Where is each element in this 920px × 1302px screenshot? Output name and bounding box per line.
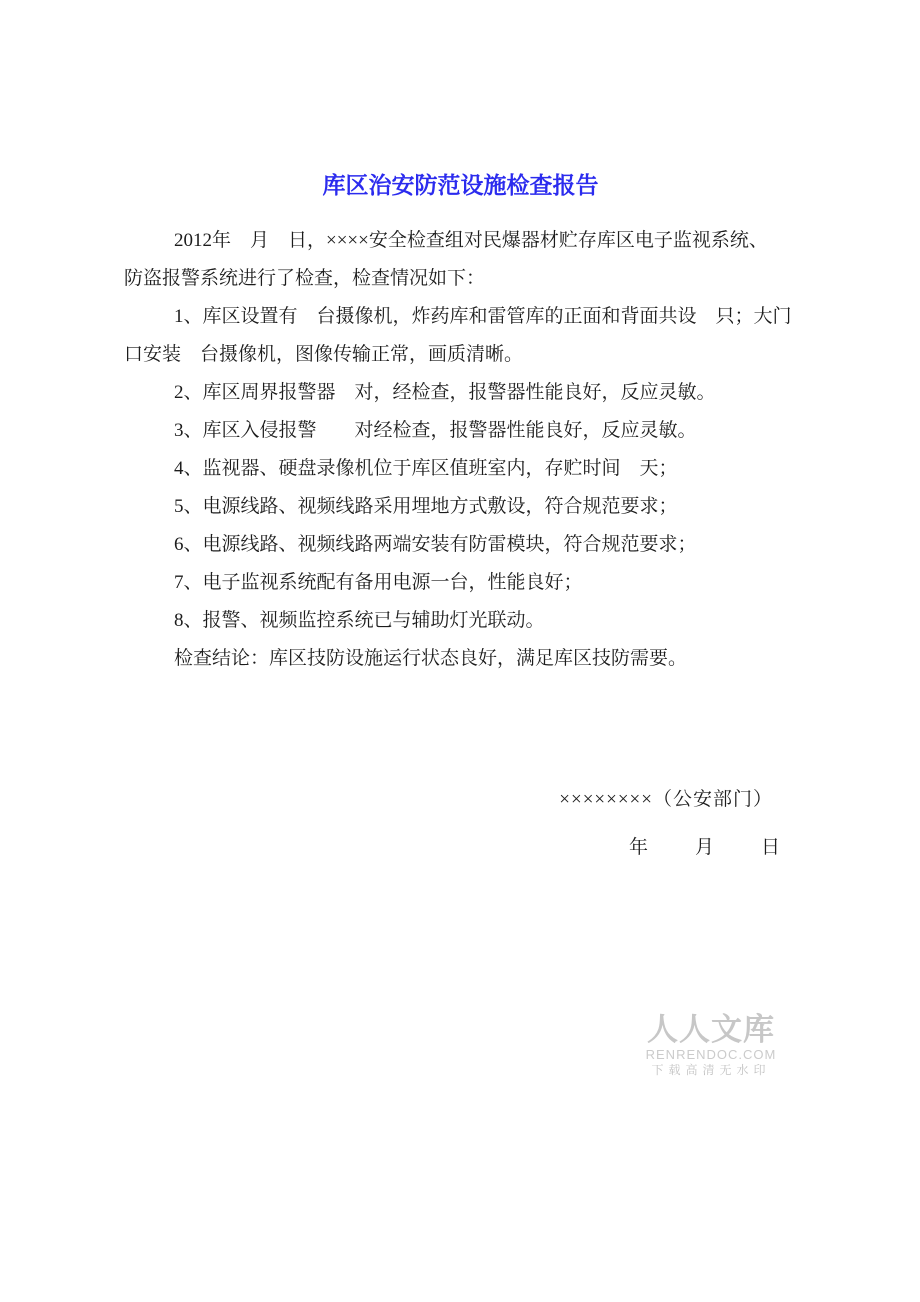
watermark-brand: 人人文库 [647,1012,775,1047]
item-2: 2、库区周界报警器 对，经检查，报警器性能良好，反应灵敏。 [174,382,716,403]
item-8: 8、报警、视频监控系统已与辅助灯光联动。 [174,610,545,631]
item-3: 3、库区入侵报警 对经检查，报警器性能良好，反应灵敏。 [174,420,697,441]
item-1-line-2: 口安装 台摄像机，图像传输正常，画质清晰。 [124,344,524,365]
item-5: 5、电源线路、视频线路采用埋地方式敷设，符合规范要求； [174,496,678,517]
document-title: 库区治安防范设施检查报告 [322,173,599,198]
document-body [124,222,797,678]
intro-line-2: 防盗报警系统进行了检查，检查情况如下： [124,268,486,289]
item-7: 7、电子监视系统配有备用电源一台，性能良好； [174,572,583,593]
date-line: 年 月 日 [628,837,783,858]
watermark [641,1012,781,1079]
signature-line: ××××××××（公安部门） [559,789,773,810]
conclusion-line: 检查结论：库区技防设施运行状态良好，满足库区技防需要。 [174,648,688,669]
item-1-line-1: 1、库区设置有 台摄像机，炸药库和雷管库的正面和背面共设 只；大门 [174,306,792,327]
item-6: 6、电源线路、视频线路两端安装有防雷模块，符合规范要求； [174,534,697,555]
watermark-tagline: 下载高清无水印 [651,1063,771,1077]
item-4: 4、监视器、硬盘录像机位于库区值班室内，存贮时间 天； [174,458,678,479]
intro-line-1: 2012年 月 日，××××安全检查组对民爆器材贮存库区电子监视系统、 [174,230,768,251]
watermark-domain: RENRENDOC.COM [645,1047,777,1062]
